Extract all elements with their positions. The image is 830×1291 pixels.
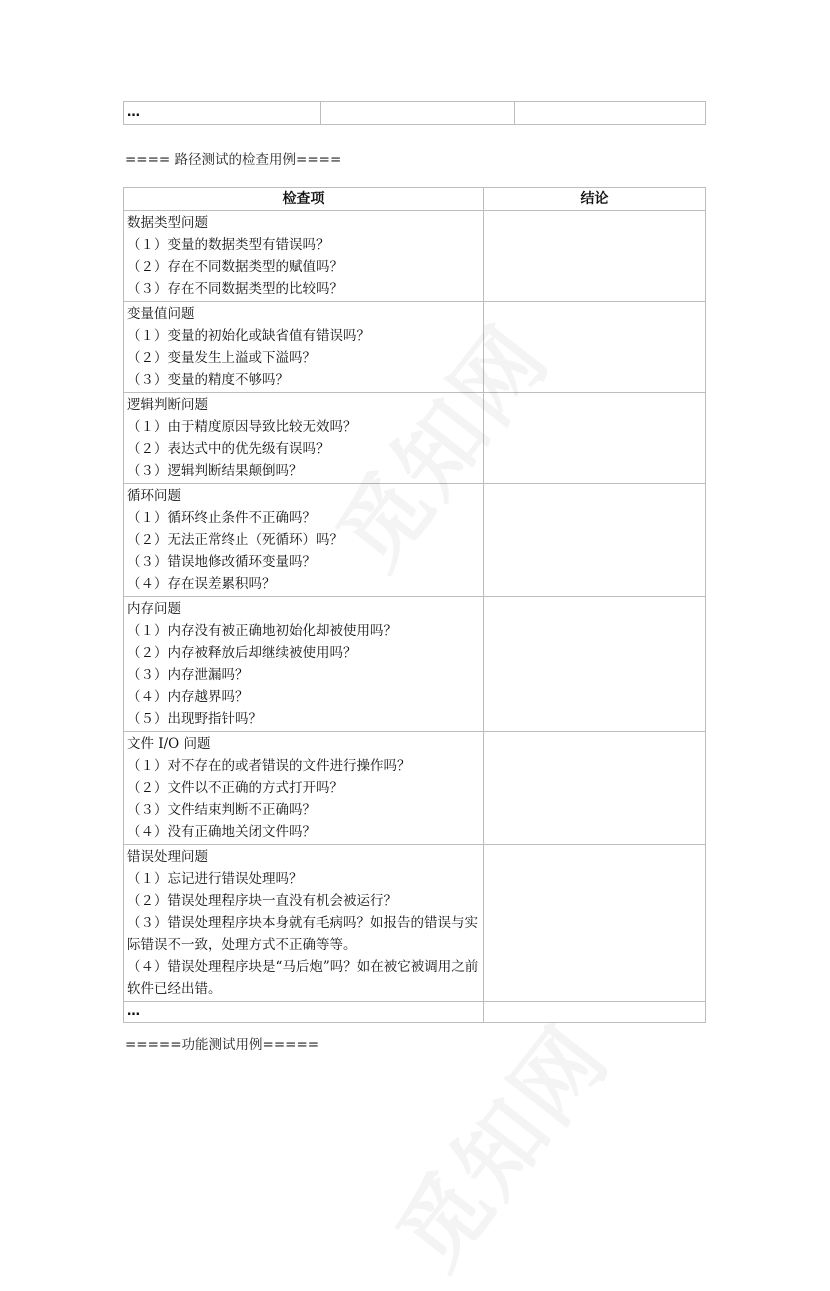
check-item-line: （３）逻辑判断结果颠倒吗？ <box>127 463 303 479</box>
checklist-group-row <box>124 484 706 597</box>
checklist-group-row <box>124 597 706 732</box>
conclusion-cell <box>484 597 706 732</box>
checklist-group-row <box>124 845 706 1002</box>
check-group-title: 逻辑判断问题 <box>127 397 208 413</box>
check-item-line: （４）没有正确地关闭文件吗？ <box>127 824 316 840</box>
check-item-line: （２）内存被释放后却继续被使用吗？ <box>127 645 357 661</box>
check-item-line: （３）文件结束判断不正确吗？ <box>127 802 316 818</box>
check-item-line: （１）变量的初始化或缺省值有错误吗？ <box>127 328 370 344</box>
table-cell <box>484 1002 706 1023</box>
check-item-line: （３）错误处理程序块本身就有毛病吗？如报告的错误与实际错误不一致，处理方式不正确等等。 <box>127 915 478 953</box>
conclusion-cell <box>484 732 706 845</box>
check-item-line: （１）内存没有被正确地初始化却被使用吗？ <box>127 623 397 639</box>
check-group-title: 数据类型问题 <box>127 215 208 231</box>
checklist-group-row <box>124 302 706 393</box>
check-group-title: 内存问题 <box>127 601 181 617</box>
check-item-line: （２）存在不同数据类型的赋值吗？ <box>127 259 343 275</box>
check-item-line: （１）忘记进行错误处理吗？ <box>127 871 303 887</box>
check-group-title: 循环问题 <box>127 488 181 504</box>
check-item-line: （４）内存越界吗？ <box>127 689 249 705</box>
path-test-heading: ==== 路径测试的检查用例==== <box>125 152 342 168</box>
check-item-line: （１）循环终止条件不正确吗？ <box>127 510 316 526</box>
table-cell <box>515 102 706 125</box>
check-item-cell <box>124 845 484 1002</box>
table-header-row <box>124 188 706 211</box>
checklist-body <box>124 211 706 1002</box>
check-item-line: （１）变量的数据类型有错误吗？ <box>127 237 330 253</box>
path-test-checklist-table <box>123 187 706 1023</box>
conclusion-cell <box>484 211 706 302</box>
conclusion-cell <box>484 393 706 484</box>
table-cell: … <box>124 1002 484 1023</box>
function-test-heading: =====功能测试用例===== <box>125 1037 320 1053</box>
check-item-line: （２）变量发生上溢或下溢吗？ <box>127 350 316 366</box>
check-group-title: 变量值问题 <box>127 306 195 322</box>
check-item-line: （３）变量的精度不够吗？ <box>127 372 289 388</box>
column-header-conclusion: 结论 <box>484 188 706 211</box>
check-item-line: （２）表达式中的优先级有误吗？ <box>127 441 330 457</box>
check-item-cell <box>124 211 484 302</box>
conclusion-cell <box>484 302 706 393</box>
column-header-check-item: 检查项 <box>124 188 484 211</box>
table-row <box>124 1002 706 1023</box>
check-item-cell <box>124 393 484 484</box>
table-cell <box>321 102 515 125</box>
table-row <box>124 102 706 125</box>
check-item-line: （４）错误处理程序块是“马后炮”吗？如在被它被调用之前软件已经出错。 <box>127 959 479 997</box>
table-cell: … <box>124 102 321 125</box>
check-item-line: （２）文件以不正确的方式打开吗？ <box>127 780 343 796</box>
checklist-group-row <box>124 211 706 302</box>
check-item-line: （５）出现野指针吗？ <box>127 711 262 727</box>
continuation-table <box>123 101 706 125</box>
check-item-line: （２）错误处理程序块一直没有机会被运行？ <box>127 893 397 909</box>
conclusion-cell <box>484 845 706 1002</box>
check-item-line: （３）错误地修改循环变量吗？ <box>127 554 316 570</box>
check-item-cell <box>124 732 484 845</box>
check-group-title: 文件 I/O 问题 <box>127 736 211 752</box>
check-group-title: 错误处理问题 <box>127 849 208 865</box>
check-item-line: （３）存在不同数据类型的比较吗？ <box>127 281 343 297</box>
check-item-line: （２）无法正常终止（死循环）吗？ <box>127 532 343 548</box>
check-item-cell <box>124 597 484 732</box>
checklist-group-row <box>124 393 706 484</box>
check-item-line: （１）对不存在的或者错误的文件进行操作吗？ <box>127 758 411 774</box>
check-item-cell <box>124 302 484 393</box>
check-item-cell <box>124 484 484 597</box>
check-item-line: （３）内存泄漏吗？ <box>127 667 249 683</box>
conclusion-cell <box>484 484 706 597</box>
watermark <box>363 995 632 1290</box>
check-item-line: （４）存在误差累积吗？ <box>127 576 276 592</box>
checklist-group-row <box>124 732 706 845</box>
check-item-line: （１）由于精度原因导致比较无效吗？ <box>127 419 357 435</box>
